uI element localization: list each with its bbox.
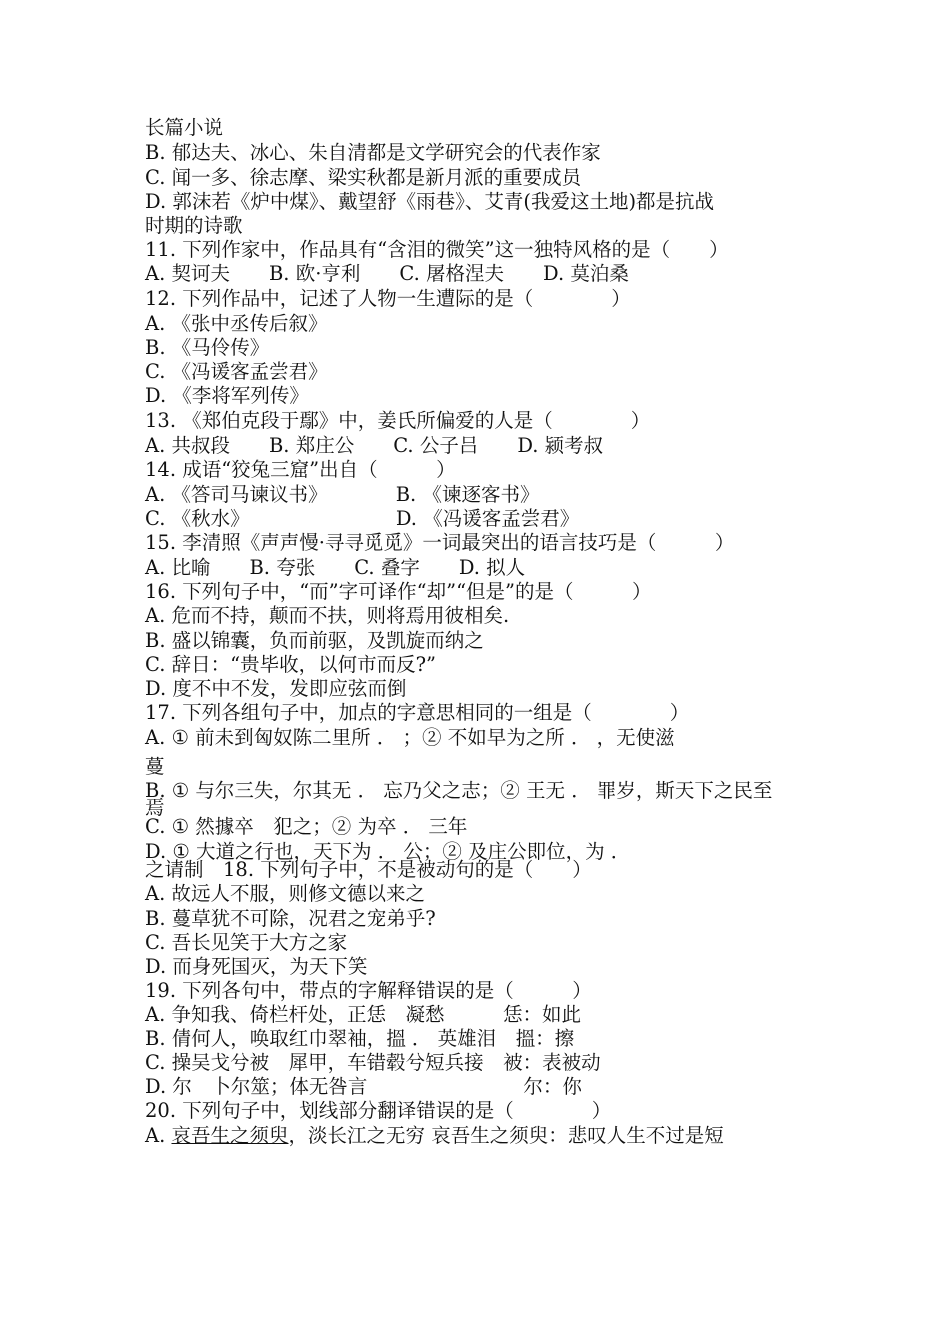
text-line: B. 倩何人，唤取红巾翠袖，搵 ． 英雄泪 搵：擦 (145, 1027, 575, 1050)
text-line: A. 争知我、倚栏杆处，正恁 凝愁 恁：如此 (145, 1003, 581, 1026)
text-line: 时期的诗歌 (145, 214, 243, 237)
text-line: D. 郭沫若《炉中煤》、戴望舒《雨巷》、艾青(我爱这土地)都是抗战 (145, 190, 715, 213)
text-line: B. ① 与尔三失，尔其无 ． 忘乃父之志；② 王无 ． 罪岁，斯天下之民至 (145, 779, 773, 802)
text-line: A. 哀吾生之须臾，淡长江之无穷 哀吾生之须臾：悲叹人生不过是短 (145, 1124, 724, 1147)
text-line: C. 闻一多、徐志摩、梁实秋都是新月派的重要成员 (145, 166, 582, 189)
text-line: D. 《李将军列传》 (145, 384, 309, 407)
text-line: 16. 下列句子中，“而”字可译作“却”“但是”的是（ ） (145, 580, 652, 603)
text-line: D. 尔 卜尔筮；体无咎言 尔：你 (145, 1075, 582, 1098)
text-line: 11. 下列作家中，作品具有“含泪的微笑”这一独特风格的是（ ） (145, 238, 729, 261)
text-line: 19. 下列各句中，带点的字解释错误的是（ ） (145, 979, 592, 1002)
text-line: A. 危而不持，颠而不扶，则将焉用彼相矣. (145, 604, 510, 627)
text-line: D. 度不中不发，发即应弦而倒 (145, 677, 407, 700)
text-line: 15. 李清照《声声慢·寻寻觅觅》一词最突出的语言技巧是（ ） (145, 531, 735, 554)
text-line: 蔓 (145, 755, 165, 778)
text-line: B. 《马伶传》 (145, 336, 270, 359)
text-line: B. 蔓草犹不可除，况君之宠弟乎? (145, 907, 436, 930)
text-line: 20. 下列句子中，划线部分翻译错误的是（ ） (145, 1099, 612, 1122)
text-line: A. 《张中丞传后叙》 (145, 312, 328, 335)
text-line: 长篇小说 (145, 116, 224, 139)
text-line: 12. 下列作品中，记述了人物一生遭际的是（ ） (145, 287, 631, 310)
text-line: B. 盛以锦囊，负而前驱，及凯旋而纳之 (145, 629, 484, 652)
text-line: C. 《冯谖客孟尝君》 (145, 360, 328, 383)
text-line: A. 契诃夫 B. 欧·亨利 C. 屠格涅夫 D. 莫泊桑 (145, 262, 629, 285)
text-line: D. 而身死国灭，为天下笑 (145, 955, 368, 978)
text-line: 焉 (145, 796, 165, 819)
text-line: C. 吾长见笑于大方之家 (145, 931, 348, 954)
text-line: B. 郁达夫、冰心、朱自清都是文学研究会的代表作家 (145, 141, 601, 164)
text-line: 之请制 18. 下列句子中，不是被动句的是（ ） (145, 858, 592, 881)
text-line: C. 辞日：“贵毕收，以何市而反?” (145, 653, 437, 676)
text-line: A. ① 前未到匈奴陈二里所 ． ；② 不如早为之所 ． ，无使滋 (145, 726, 675, 749)
text-line: 17. 下列各组句子中，加点的字意思相同的一组是（ ） (145, 701, 690, 724)
text-line: 13. 《郑伯克段于鄢》中，姜氏所偏爱的人是（ ） (145, 409, 651, 432)
underlined-phrase: 哀吾生之须臾 (171, 1124, 289, 1147)
text-line: D. ① 大道之行也，天下为 ． 公；② 及庄公即位，为 ． (145, 840, 631, 863)
text-line: A. 《答司马谏议书》 B. 《谏逐客书》 (145, 483, 540, 506)
text-line: A. 故远人不服，则修文德以来之 (145, 882, 425, 905)
text-line: A. 共叔段 B. 郑庄公 C. 公子吕 D. 颍考叔 (145, 434, 604, 457)
text-line: C. 《秋水》 D. 《冯谖客孟尝君》 (145, 507, 580, 530)
text-line: 14. 成语“狡兔三窟”出自（ ） (145, 458, 456, 481)
text-line: C. ① 然據卒 犯之；② 为卒 ． 三年 (145, 815, 468, 838)
text-line: A. 比喻 B. 夸张 C. 叠字 D. 拟人 (145, 556, 526, 579)
text-line: C. 操吴戈兮被 犀甲，车错毂兮短兵接 被：表被动 (145, 1051, 601, 1074)
